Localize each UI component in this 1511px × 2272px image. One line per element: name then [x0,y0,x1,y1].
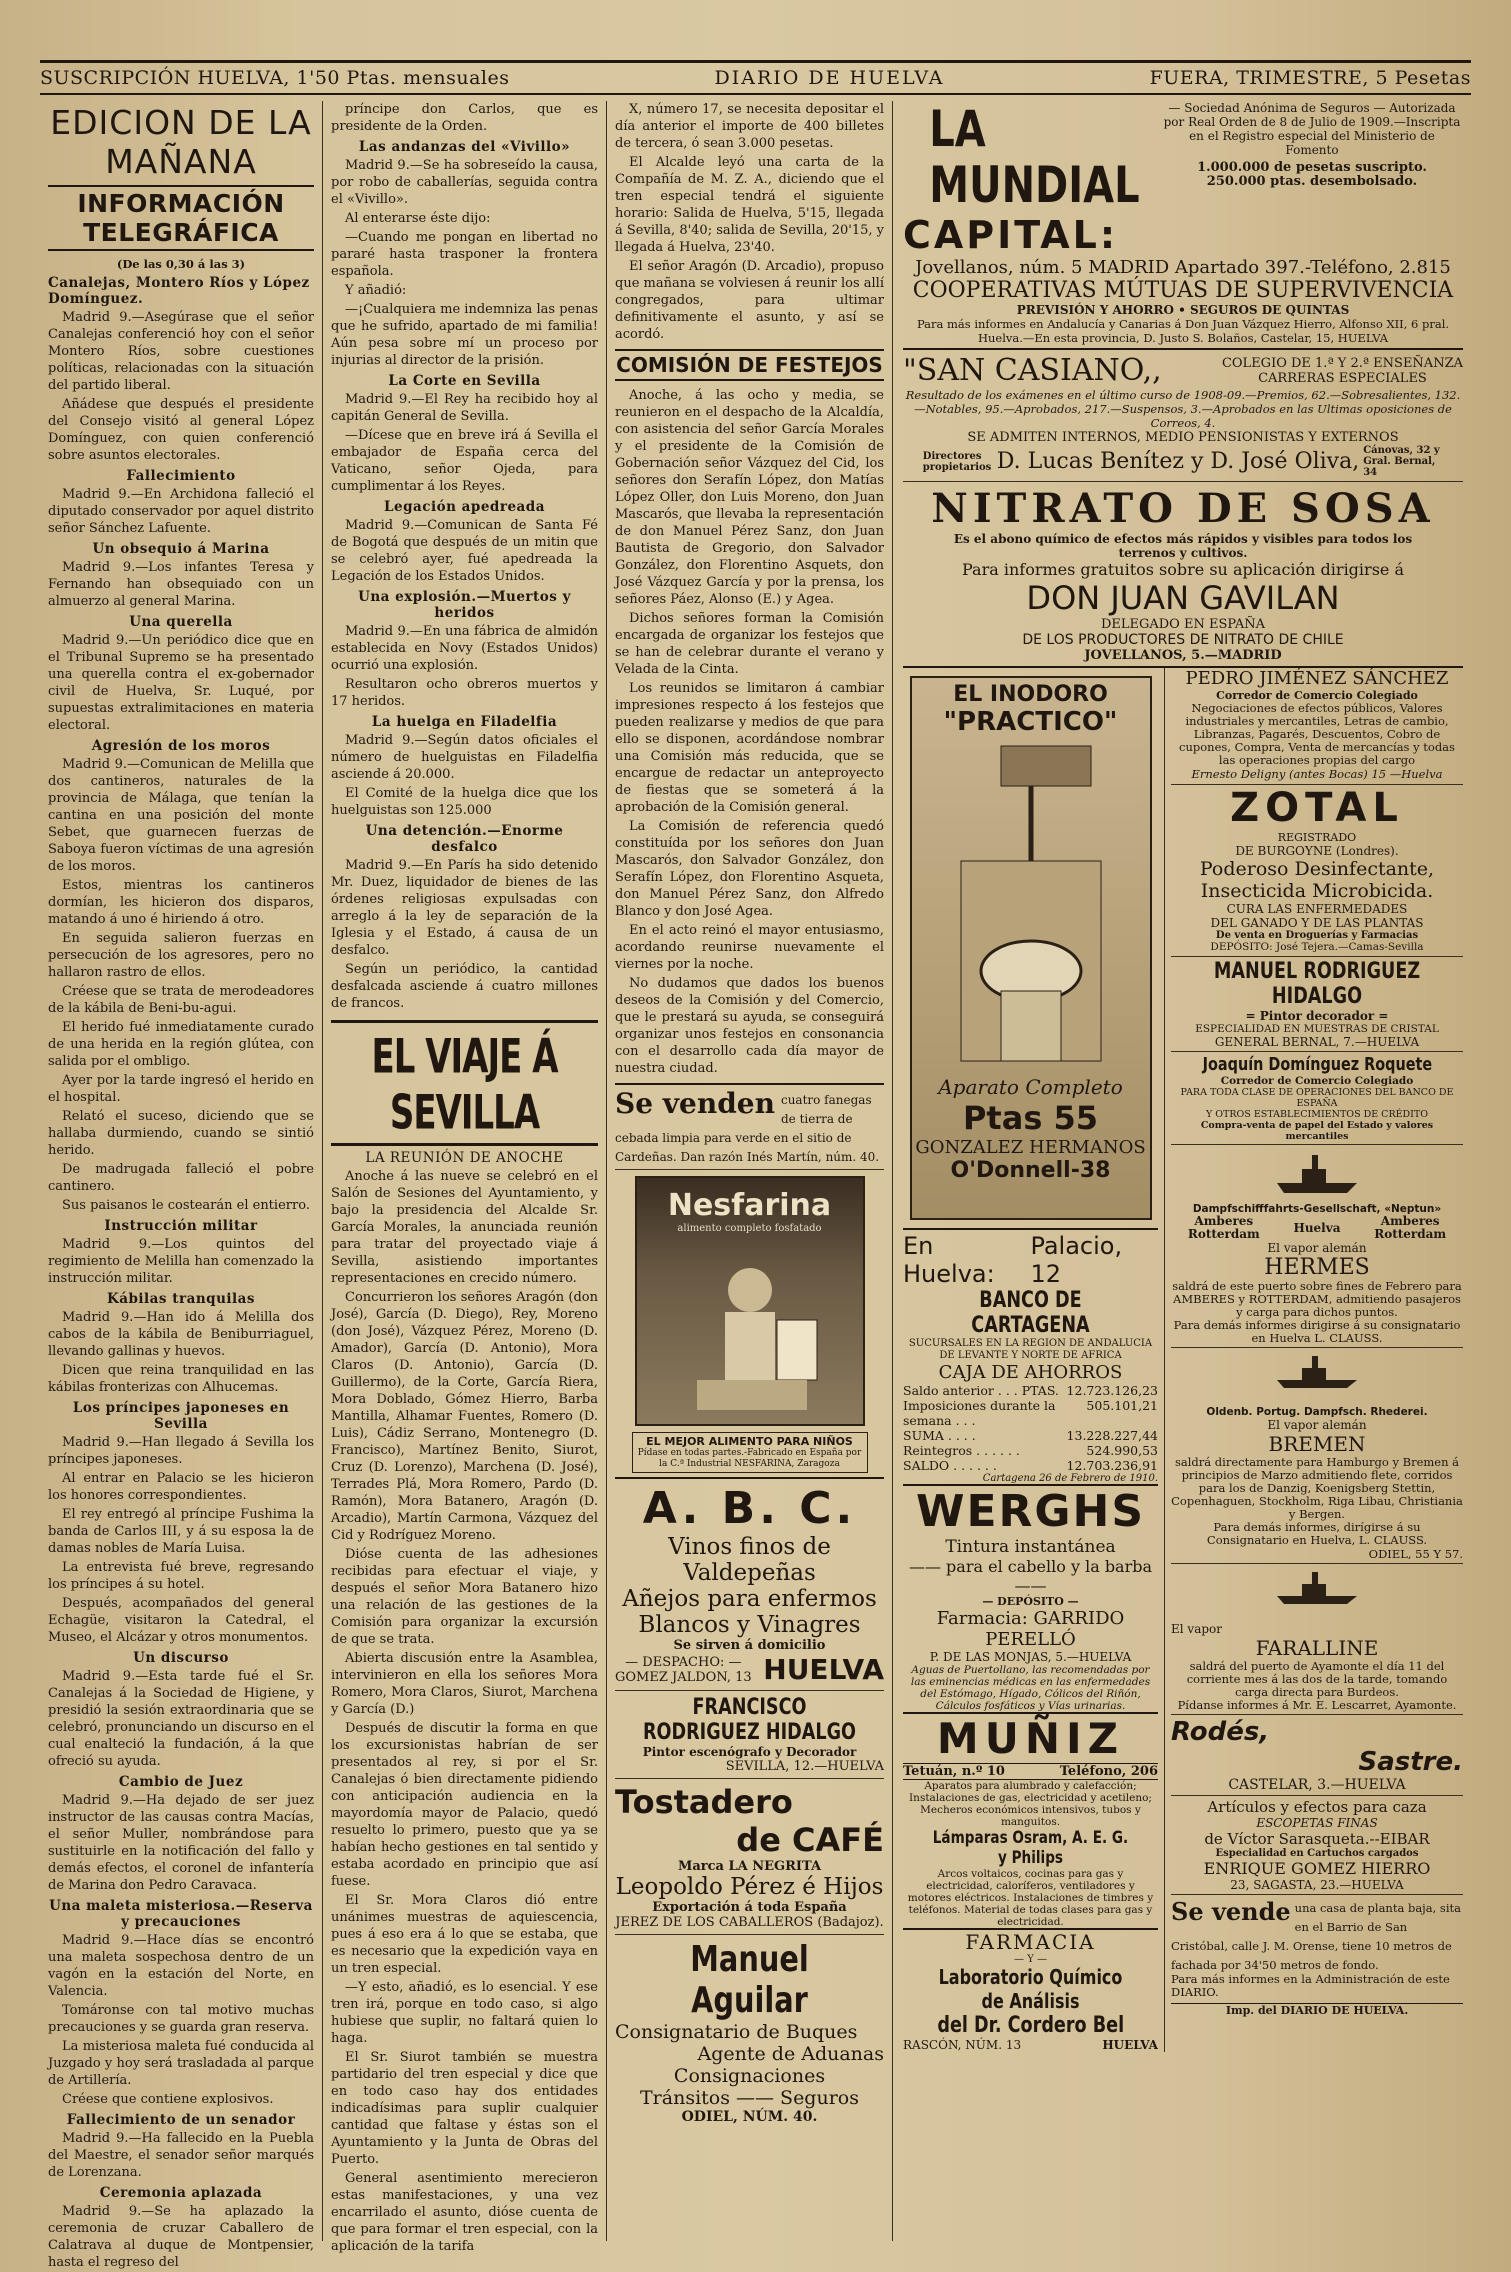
palacio-ad [903,1228,1158,1484]
jimenez-line1: Corredor de Comercio Colegiado [1216,689,1418,702]
caza-line1: ESCOPETAS FINAS [1256,1816,1378,1830]
ads-split [903,668,1463,2052]
oldenb-title: Oldenb. Portug. Dampfsch. Rhederei. [1206,1406,1428,1418]
neptun-route-huelva: Huelva [1293,1220,1341,1235]
palacio-address: Palacio, 12 [1030,1232,1123,1288]
faralline-line1: El vapor [1171,1622,1222,1636]
article-paragraph: No dudamos que dados los buenos deseos de la Comisión y del Comercio, que le prestará su ayuda, se conseguirá organizar unos festejos en consonancia con el desarrollo cada día mayor de nuestra ciudad. [615,976,884,1076]
inodoro-price: Ptas 55 [962,1099,1099,1137]
article-paragraph: Los reunidos se limitaron á cambiar impresiones respecto á los festejos que pueden realizarse y medios de que para ello se disponen, acordándose nombrar una Comisión más reducida, que se encargue de redactar un anteproyecto de fiestas que se someterá á la aprobación de la Comisión general. [615,681,884,815]
article-paragraph: Ayer por la tarde ingresó el herido en el hospital. [48,1073,314,1105]
article-paragraph: Madrid 9.—Los infantes Teresa y Fernando han obsequiado con un almuerzo al general Marina. [48,560,314,609]
mrh-line2: ESPECIALIDAD EN MUESTRAS DE CRISTAL [1195,1023,1439,1035]
caza-line5: 23, SAGASTA, 23.—HUELVA [1230,1878,1404,1892]
caza-line2: de Víctor Sarasqueta.--EIBAR [1204,1830,1430,1848]
article-headline: Agresión de los moros [91,738,271,754]
zotal-line7: De venta en Droguerías y Farmacias [1215,930,1419,941]
article-headline: Un obsequio á Marina [92,541,270,557]
zotal-line5: CURA LAS ENFERMEDADES [1226,902,1408,916]
ship-icon [1272,1570,1362,1614]
joaquin-line4: Compra-venta de papel del Estado y valores mercantiles [1200,1120,1434,1142]
se-venden-text: cuatro fanegas de tierra de cebada limpia para verde en el sitio de Cardeñas. Dan razón Inés Martín, núm. 40. [615,1093,880,1164]
casiano-results: Resultado de los exámenes en el último curso de 1908-09.—Premios, 62.—Sobresalientes, 132.—Notables, 95.—Aprobados, 217.—Suspensos, 3.—Aprobados en las Ultimas oposiciones de Correos, 4. [905,388,1461,430]
article-paragraph: Madrid 9.—Comunican de Melilla que dos cantineros, naturales de la provincia de Málaga, que tenían la cantina en una posición del monte Sebet, que guarnecen fuerzas de Saboya fueron víctimas de una agresión de los moros. [48,757,314,874]
abc-title: A. B. C. [642,1483,857,1534]
article-headline: Kábilas tranquilas [107,1291,255,1307]
article-headline: Cambio de Juez [118,1774,244,1790]
se-vende-ad [1171,1895,1463,2001]
article-headline: Fallecimiento [126,468,236,484]
bank-row-label: Saldo anterior . . . PTAS. [903,1383,1059,1398]
aguilar-title: Manuel Aguilar [690,1939,809,2021]
muniz-line5: Arcos voltaicos, cocinas para gas y electricidad, caloríferos, ventiladores y motores eléctricos. Instalaciones de timbres y teléfonos. Material de todas clases para gas y electricidad. [907,1868,1154,1928]
article-paragraph: Madrid 9.—Ha fallecido en la Puebla del Maestre, el senador señor marqués de Lorenzana. [48,2131,314,2180]
inodoro-address: O'Donnell-38 [950,1158,1111,1183]
rodes-name: Rodés, [1171,1717,1270,1747]
jimenez-line2: Negociaciones de efectos públicos, Valores industriales y mercantiles, Letras de cambio, Libranzas, Pagarés, Descuentos, Cobro de cupones, Compra, Venta de mercancías y todas las operaciones propias del cargo [1179,701,1455,767]
nesfarina-maker: Pídase en todas partes.-Fabricado en España por la C.ª Industrial NESFARINA, Zaragoza [637,1448,862,1469]
article-paragraph: Dichos señores forman la Comisión encargada de organizar los festejos que se han de celebrar durante el verano y Velada de la Cinta. [615,611,884,677]
mundial-title: LA MUNDIAL [929,100,1140,214]
mundial-address: Jovellanos, núm. 5 MADRID Apartado 397.-Teléfono, 2.815 [915,257,1451,278]
oldenb-ship: BREMEN [1268,1432,1366,1456]
neptun-route-rotterdam-1: Rotterdam [1187,1227,1260,1241]
neptun-line2: saldrá de este puerto sobre fines de Febrero para AMBERES y ROTTERDAM, admitiendo pasajeros y carga para dichos puntos. [1172,1279,1462,1319]
nitrato-line3: DELEGADO EN ESPAÑA [1100,617,1266,632]
zotal-line3: Poderoso Desinfectante, [1199,858,1435,880]
se-vende-title: Se vende [1171,1897,1291,1926]
bank-row [903,1428,1158,1443]
article-headline: Los príncipes japoneses en Sevilla [72,1400,290,1432]
nitrato-title: NITRATO DE SOSA [931,485,1435,532]
article-paragraph: General asentimiento merecieron estas manifestaciones, y una vez encarrilado el asunto, dióse cuenta de que para formar el tren especial, con la aplicación de la tarifa [331,2171,598,2254]
neptun-ad [1171,1145,1463,1348]
article-paragraph: —Y esto, añadió, es lo esencial. Y ese tren irá, porque en todo caso, si algo hubiese que suplir, no faltará quien lo haga. [331,1980,598,2046]
zotal-line6: DEL GANADO Y DE LAS PLANTAS [1210,916,1424,930]
inodoro-title: EL INODORO [953,682,1108,707]
abc-address [615,1653,884,1686]
article-paragraph: Créese que contiene explosivos. [62,2092,274,2107]
inodoro-seller: GONZALEZ HERMANOS [915,1137,1146,1158]
mundial-cooperativas: COOPERATIVAS MÚTUAS DE SUPERVIVENCIA [912,278,1454,303]
edition-title: EDICION DE LA MAÑANA [50,103,312,181]
comision-article [615,387,884,1077]
viaje-article [331,1168,598,2255]
nesfarina-title: Nesfarina [667,1188,832,1223]
farmacia-doctor: del Dr. Cordero Bel [937,2013,1124,2038]
neptun-route-amberes-2: Amberes [1380,1214,1440,1228]
mrh-line1: = Pintor decorador = [1245,1009,1389,1023]
article-paragraph: Concurrieron los señores Aragón (don José), García (D. Diego), Rey, Moreno (don José), Vázquez Pérez, Moreno (D. Amador), García (D. Antonio), Mora Claros (D. Antonio), García (D. Guillermo), de la Corte, García Riera, Mora Doblado, Gómez Hierro, Barba Mantilla, Alhamar Fuentes, Romero (D. Luis), Cádiz Serrano, Montenegro (D. Francisco), Martínez Benito, Siurot, Cruz (D. Lorenzo), Marchena (D. José), Terrades Plá, Mora Romero, Pardo (D. Ramón), Mora Batanero, Aragón (D. Arcadio), Martín Carmona, Vázquez del Cid y Rodríguez Moreno. [331,1290,598,1543]
ads-right [1165,668,1463,2052]
article-paragraph: El señor Aragón (D. Arcadio), propuso que mañana se volviesen á reunir los allí congregados, para ultimar definitivamente el asunto, y así se acordó. [615,259,884,342]
neptun-route-rotterdam-2: Rotterdam [1374,1227,1447,1241]
joaquin-line3: Y OTROS ESTABLECIMIENTOS DE CRÉDITO [1205,1109,1429,1120]
tostadero-subtitle: de CAFÉ [736,1821,884,1859]
farmacia-ad [903,1928,1158,2052]
mundial-capital-1: 1.000.000 de pesetas suscripto. [1197,160,1427,175]
farmacia-title: FARMACIA [965,1930,1096,1954]
article-paragraph: Madrid 9.—Según datos oficiales el número de huelguistas en Filadelfia asciende á 20.000. [331,733,598,782]
joaquin-title: Joaquín Domínguez Roquete [1202,1054,1432,1075]
muniz-title: MUÑIZ [936,1714,1125,1763]
casiano-ad [903,350,1463,482]
aguilar-line4: Tránsitos —— Seguros [640,2087,859,2109]
faralline-line3: Pídanse informes á Mr. E. Lescarret, Ayamonte. [1177,1698,1457,1712]
casiano-colegio: COLEGIO DE 1.ª Y 2.ª ENSEÑANZA [1221,355,1463,371]
article-paragraph: En seguida salieron fuerzas en persecución de los agresores, pero no hallaron rastro de ellos. [48,931,314,980]
abc-despacho: — DESPACHO: — [625,1654,742,1670]
tostadero-export: Exportación á toda España [652,1900,847,1915]
article-paragraph: Madrid 9.—Se ha sobreseído la causa, por robo de caballerías, seguida contra el «Vivillo». [331,158,598,207]
article-headline: Una querella [129,614,233,630]
nitrato-name: DON JUAN GAVILAN [1026,579,1340,617]
muniz-phone: Teléfono, 206 [1059,1764,1158,1779]
article-headline: Las andanzas del «Vivillo» [358,139,571,155]
frh-title: FRANCISCO RODRIGUEZ HIDALGO [642,1695,856,1745]
mrh-line3: GENERAL BERNAL, 7.—HUELVA [1214,1035,1420,1049]
werghs-line5: P. DE LAS MONJAS, 5.—HUELVA [929,1650,1132,1664]
article-paragraph: Madrid 9.—Hace días se encontró una maleta sospechosa dentro de un vagón en la estación del Norte, en Valencia. [48,1933,314,1999]
article-paragraph: Madrid 9.—Los quintos del regimiento de Melilla han comenzado la instrucción militar. [48,1237,314,1286]
aguilar-line5: ODIEL, NÚM. 40. [681,2109,818,2125]
ads-left [903,668,1165,2052]
aguilar-line3: Consignaciones [673,2065,826,2087]
article-paragraph: Madrid 9.—En Archidona falleció el diputado conservador por aquel distrito señor Sánchez Lafuente. [48,487,314,536]
article-paragraph: Y añadió: [345,283,407,298]
muniz-ad [903,1712,1158,1928]
bank-row-label: Reintegros . . . . . . [903,1443,1020,1458]
column-3 [606,101,892,2241]
article-paragraph: El Comité de la huelga dice que los huelguistas son 125.000 [331,786,598,818]
article-paragraph: Madrid 9.—Han llegado á Sevilla los príncipes japoneses. [48,1435,314,1467]
tostadero-city: JEREZ DE LOS CABALLEROS (Badajoz). [615,1915,884,1930]
rodes-sastre: Sastre. [1358,1747,1463,1777]
se-venden-title: Se venden [615,1087,775,1120]
ship-icon [1272,1354,1362,1398]
subscription-outside: FUERA, TRIMESTRE, 5 Pesetas [1149,67,1471,89]
joaquin-line2: PARA TODA CLASE DE OPERACIONES DEL BANCO DE ESPAÑA [1180,1087,1454,1109]
neptun-title: Dampfschifffahrts-Gesellschaft, «Neptun» [1192,1203,1442,1215]
article-paragraph: El Alcalde leyó una carta de la Compañía de M. Z. A., diciendo que el tren especial tendrá el siguiente horario: Salida de Huelva, 5'15, llegada á Sevilla, 8'40; salida de Sevilla, 20'15, y llegada á Huelva, 23'40. [615,155,885,255]
oldenb-ad [1171,1348,1463,1564]
bank-row-value: 524.990,53 [1086,1443,1158,1458]
nesfarina-footer [632,1432,868,1473]
article-paragraph: Madrid 9.—Ha dejado de ser juez instructor de las causas contra Macías, el señor Muller, nombrándose para sustituirle en la notificación del fallo y demás efectos, el coronel de infantería de Marina don Pedro Caravaca. [48,1793,314,1893]
nitrato-line2: Para informes gratuitos sobre su aplicación dirigirse á [961,560,1404,579]
tostadero-owner: Leopoldo Pérez é Hijos [615,1874,884,1900]
faralline-ship: FARALLINE [1255,1636,1379,1660]
se-vende-text: una casa de planta baja, sita en el Barrio de San Cristóbal, calle J. M. Orense, tiene 10 metros de fachada por 34'50 metros de fondo. [1171,1901,1461,1972]
article-paragraph: El Sr. Mora Claros dió entre unánimes muestras de aquiescencia, pues á eso era á lo que se estaba, que es necesario que la expedición vaya en un tren especial. [331,1893,598,1976]
imprenta: Imp. del DIARIO DE HUELVA. [1171,2003,1463,2017]
article-paragraph: —¡Cualquiera me indemniza las penas que he sufrido, apartado de mi familia! Aún pesa sobre mí un proceso por injurias al director de la prisión. [331,302,598,368]
casiano-directors-label: Directores propietarios [922,450,992,473]
article-paragraph: —Cuando me pongan en libertad no pararé hasta trasponer la frontera española. [331,230,598,279]
abc-line4: Se sirven á domicilio [673,1638,826,1653]
abc-line1: Vinos finos de Valdepeñas [668,1534,831,1586]
column-2 [322,101,606,2254]
rodes-ad [1171,1715,1463,1796]
jimenez-line3: Ernesto Deligny (antes Bocas) 15 —Huelva [1191,767,1443,781]
article-paragraph: El Sr. Siurot también se muestra partidario del tren especial y dice que en todo caso hay dos entidades indicadísimas para suplir cualquier cantidad que faltase y éstas son el Ayuntamiento y la Junta de Obras del Puerto. [331,2050,598,2167]
nitrato-line4: DE LOS PRODUCTORES DE NITRATO DE CHILE [1022,632,1344,648]
bank-row-label: Imposiciones durante la semana . . . [903,1398,1056,1428]
article-paragraph: Resultaron ocho obreros muertos y 17 heridos. [331,677,598,709]
neptun-line1: El vapor alemán [1267,1241,1367,1255]
article-paragraph: —Dícese que en breve irá á Sevilla el embajador de España cerca del Vaticano, señor Ojeda, para cumplimentar á los Reyes. [331,428,598,494]
zotal-ad [1171,785,1463,957]
masthead [40,63,1471,95]
casiano-directors-address: Cánovas, 32 y Gral. Bernal, 34 [1363,445,1440,478]
mundial-capital-2: 250.000 ptas. desembolsado. [1206,174,1418,189]
section-title: INFORMACIÓN TELEGRÁFICA [48,185,314,251]
column-1 [40,101,322,2270]
bank-caja: CAJA DE AHORROS [938,1362,1123,1383]
palacio-city: En Huelva: [903,1232,995,1288]
divider [331,1020,598,1023]
joaquin-line1: Corredor de Comercio Colegiado [1220,1075,1414,1087]
abc-city: HUELVA [763,1653,884,1686]
werghs-line2: —— para el cabello y la barba —— [908,1557,1153,1595]
aguilar-line2: Agente de Aduanas [697,2043,884,2065]
zotal-title: ZOTAL [1230,785,1404,831]
nitrato-ad [903,482,1463,668]
article-paragraph: Madrid 9.—Comunican de Santa Fé de Bogotá que después de un mitin que se celebró ayer, fué apedreada la Legación de los Estados Unidos. [331,518,598,584]
viaje-subtitle: LA REUNIÓN DE ANOCHE [365,1150,564,1166]
lead-headline: Canalejas, Montero Ríos y López Domínguez. [48,275,310,307]
joaquin-ad [1171,1052,1463,1145]
column-4-ads [892,101,1471,2241]
oldenb-line3: Para demás informes, dirígirse á su Consignatario en Huelva, L. CLAUSS. [1206,1520,1428,1547]
faralline-ad [1171,1564,1463,1715]
article-paragraph: Según un periódico, la cantidad desfalcada asciende á cuatro millones de francos. [331,962,598,1011]
dispatch-hours: (De las 0,30 á las 3) [116,257,246,271]
bank-title: BANCO DE CARTAGENA [971,1288,1090,1338]
article-paragraph: Al enterarse éste dijo: [345,211,491,226]
article-paragraph: Relató el suceso, diciendo que se hallaba durmiendo, cuando se sintió herido. [48,1109,314,1158]
article-paragraph: Madrid 9.—Se ha aplazado la ceremonia de cruzar Caballero de Calatrava al duque de Montpensier, hasta el regreso del [48,2204,314,2270]
article-paragraph: De madrugada falleció el pobre cantinero. [48,1162,314,1194]
bank-row-value: 13.228.227,44 [1066,1428,1158,1443]
abc-line3: Blancos y Vinagres [638,1612,861,1638]
article-paragraph: La Comisión de referencia quedó constituída por los señores don Juan Mascarós, don Salvador González, don Serafín López, don Florentino Asqueta, don Manuel Pérez Sanz, don Alfredo Blanco y don José Agea. [615,819,884,919]
werghs-line1: Tintura instantánea [945,1537,1116,1557]
article-headline: Fallecimiento de un senador [66,2112,296,2128]
divider [331,1143,598,1146]
comision-title: COMISIÓN DE FESTEJOS [615,349,884,381]
caza-ad [1171,1796,1463,1895]
bank-branches: SUCURSALES EN LA REGION DE ANDALUCIA DE LEVANTE Y NORTE DE AFRICA [908,1338,1153,1361]
article-paragraph: Abierta discusión entre la Asamblea, intervinieron en ella los señores Mora Romero, Mora Claros, Siurot, Marchena y García (D.) [331,1651,598,1717]
casiano-admission: SE ADMITEN INTERNOS, MEDIO PENSIONISTAS Y EXTERNOS [967,430,1399,445]
frh-line2: SEVILLA, 12.—HUELVA [725,1759,884,1774]
werghs-ad [903,1484,1158,1712]
oldenb-line2: saldrá directamente para Hamburgo y Bremen á principios de Marzo admitiendo flete, corridos para los de Danzig, Koenigsberg Stettin, Copenhaguen, Stockholm, Riga Libau, Christiania y Bergen. [1171,1455,1463,1521]
aguilar-ad [615,1935,884,2129]
bank-row [903,1458,1158,1473]
article-paragraph: Madrid 9.—Esta tarde fué el Sr. Canalejas á la Sociedad de Higiene, y presidió la sesión extraordinaria que se celebró, pronunciando un discurso en el cual enalteció la fundación, á la que ofreció su ayuda. [48,1669,314,1769]
article-headline: Una explosión.—Muertos y heridos [358,589,571,621]
subscription-huelva: SUSCRIPCIÓN HUELVA, 1'50 Ptas. mensuales [40,67,510,89]
abc-line2: Añejos para enfermos [622,1586,877,1612]
nesfarina-illustration [637,1240,863,1420]
article-paragraph: Al entrar en Palacio se les hicieron los honores correspondientes. [48,1471,314,1503]
nitrato-line1: Es el abono químico de efectos más rápidos y visibles para todos los terrenos y cultivos. [953,532,1413,560]
oldenb-line1: El vapor alemán [1267,1418,1367,1432]
bank-row-value: 12.723.126,23 [1066,1383,1158,1398]
mundial-info: Para más informes en Andalucía y Canarias á Don Juan Vázquez Hierro, Alfonso XII, 6 pral. Huelva.—En esta provincia, D. Justo S. Bolaños, Castelar, 15, HUELVA [903,317,1463,350]
nesfarina-slogan: EL MEJOR ALIMENTO PARA NIÑOS [646,1435,853,1448]
bank-row-value: 505.101,21 [1086,1398,1158,1413]
bank-row [903,1443,1158,1458]
oldenb-line4: ODIEL, 55 Y 57. [1368,1547,1463,1561]
article-paragraph: Añádese que después el presidente del Consejo visitó al general López Domínguez, con quien conferenció sobre asuntos electorales. [48,397,314,463]
muniz-line3: Aparatos para alumbrado y calefacción; Instalaciones de gas, electricidad y acetileno; Mecheros económicos intensivos, tubos y manguitos. [909,1780,1152,1828]
bank-row [903,1398,1158,1428]
jimenez-ad [1171,668,1463,785]
article-paragraph: Estos, mientras los cantineros dormían, les hicieron dos disparos, matando á uno é hiriendo á otro. [48,878,314,927]
casiano-directors-names: D. Lucas Benítez y D. José Oliva, [996,449,1360,474]
toilet-illustration [931,741,1131,1071]
tostadero-brand: Marca LA NEGRITA [677,1859,822,1874]
casiano-directors [903,445,1463,478]
article-paragraph: La misteriosa maleta fué conducida al Juzgado y hoy será trasladada al parque de Artillería. [48,2039,314,2088]
nitrato-line5: JOVELLANOS, 5.—MADRID [1084,648,1282,663]
article-paragraph: Madrid 9.—El Rey ha recibido hoy al capitán General de Sevilla. [331,392,598,424]
frh-ad [615,1691,884,1779]
inodoro-complete: Aparato Completo [938,1075,1123,1099]
rodes-address: CASTELAR, 3.—HUELVA [1228,1777,1406,1793]
article-paragraph: Anoche á las nueve se celebró en el Salón de Sesiones del Ayuntamiento, y bajo la presidencia del Alcalde Sr. García Morales, la anunciada reunión para tratar del proyectado viaje á Sevilla, asistiendo importantes representaciones en crecido número. [331,1169,598,1286]
frh-line1: Pintor escenógrafo y Decorador [642,1745,857,1759]
article-paragraph: El rey entregó al príncipe Fushima la banda de Carlos III, y á su esposa la de damas nobles de María Luisa. [48,1507,314,1556]
article-headline: La Corte en Sevilla [388,373,541,389]
article-paragraph: Sus paisanos le costearán el entierro. [62,1198,310,1213]
article-paragraph: La entrevista fué breve, regresando los príncipes á su hotel. [48,1560,314,1592]
abc-street: GOMEZ JALDON, 13 [615,1669,752,1685]
col2-articles [331,101,598,1012]
farmacia-lab: Laboratorio Químico de Análisis [938,1965,1123,2013]
werghs-line4: Farmacia: GARRIDO PERELLÓ [936,1608,1125,1650]
article-paragraph: El herido fué inmediatamente curado de una herida en la región glútea, con salida por el ombligo. [48,1020,314,1069]
neptun-line3: Para demás informes dirigirse á su consignatario en Huelva L. CLAUSS. [1173,1318,1461,1345]
faralline-line2: saldrá del puerto de Ayamonte el día 11 del corriente mes á las dos de la tarde, tomando carga directa para Burdeos. [1186,1659,1448,1699]
bank-row-value: 12.703.236,91 [1066,1458,1158,1473]
mundial-capital-label: CAPITAL: [903,213,1119,257]
article-paragraph: Después, acompañados del general Echagüe, visitaron la Catedral, el Museo, el Alcázar y otros monumentos. [48,1596,314,1645]
zotal-maker: DE BURGOYNE (Londres). [1235,844,1399,858]
farmacia-y: — Y — [1014,1954,1047,1965]
bank-balance-table [903,1383,1158,1473]
abc-ad [615,1477,884,1691]
casiano-carreras: CARRERAS ESPECIALES [1258,370,1427,386]
farmacia-city: HUELVA [1102,2038,1158,2052]
article-headline: Un discurso [133,1650,229,1666]
article-paragraph: Madrid 9.—Un periódico dice que en el Tribunal Supremo se ha presentado una querella contra el ex-gobernador civil de Huelva, Sr. Luqué, por supuestas extralimitaciones en materia electoral. [48,633,314,733]
werghs-line3: — DEPÓSITO — [982,1595,1079,1608]
se-vende-text2: Para más informes en la Administración de este DIARIO. [1171,1972,1450,1999]
ship-icon [1272,1151,1362,1195]
article-paragraph: Créese que se trata de merodeadores de la kábila de Beni-bu-agui. [48,984,314,1016]
zotal-line4: Insecticida Microbicida. [1200,880,1434,902]
article-paragraph: príncipe don Carlos, que es presidente de la Orden. [331,102,598,134]
neptun-ship: HERMES [1264,1255,1370,1280]
newspaper-title: DIARIO DE HUELVA [714,67,945,89]
article-paragraph: Madrid 9.—Han ido á Melilla dos cabos de la kábila de Beniburriaguel, llevando gallinas y huevos. [48,1310,314,1359]
article-paragraph: Madrid 9.—Asegúrase que el señor Canalejas conferenció hoy con el señor Montero Ríos, sobre cuestiones políticas, relacionadas con la situación del partido liberal. [48,310,314,393]
werghs-line6: Aguas de Puertollano, las recomendadas por las eminencias médicas en las enfermedades del Estómago, Hígado, Cólicos del Riñón, Cálculos fosfáticos y Vías urinarias. [910,1664,1151,1712]
muniz-address: Tetuán, n.º 10 [903,1764,1005,1779]
nesfarina-tag: alimento completo fosfatado [677,1223,822,1234]
casiano-title: "SAN CASIANO,, [903,353,1162,388]
article-headline: Legación apedreada [384,499,545,515]
tostadero-title: Tostadero [615,1783,793,1821]
col1-articles [48,309,314,2271]
article-paragraph: Madrid 9.—En una fábrica de almidón establecida en Novy (Estados Unidos) ocurrió una explosión. [331,624,598,673]
bank-row [903,1383,1158,1398]
aguilar-line1: Consignatario de Buques [615,2021,858,2043]
mundial-description: — Sociedad Anónima de Seguros — Autorizada por Real Orden de 8 de Julio de 1909.—Inscripta en el Registro especial del Ministerio de Fomento [1163,101,1461,157]
article-paragraph: Dicen que reina tranquilidad en las kábilas fronterizas con Alhucemas. [48,1363,314,1395]
caza-title: Artículos y efectos para caza [1207,1798,1427,1816]
article-paragraph: X, número 17, se necesita depositar el día anterior el importe de 400 billetes de tercera, ó sean 3.000 pesetas. [615,102,884,151]
neptun-route-amberes-1: Amberes [1194,1214,1254,1228]
farmacia-address: RASCÓN, NÚM. 13 [903,2038,1022,2052]
article-headline: Ceremonia aplazada [99,2185,263,2201]
article-headline: Instrucción militar [104,1218,258,1234]
article-paragraph: Tomáronse con tal motivo muchas precauciones y se guarda gran reserva. [48,2003,314,2035]
inodoro-subtitle: "PRACTICO" [943,707,1118,737]
zotal-registered: REGISTRADO [1277,831,1357,844]
article-paragraph: Anoche, á las ocho y media, se reunieron en el despacho de la Alcaldía, con asistencia del señor García Morales y el presidente de la Comisión de Gobernación señor Vázquez del Cid, los señores don Serafín López, don Matías López Oller, don Luis Moreno, don Juan Mascarós, que llevaba la representación de don Manuel Pérez Sanz, don Juan Bautista de Gregorio, don Salvador González, don Florentino Asquets, don José Vázquez García y por la prensa, los señores Páez, Alonso (E.) y Agea. [615,388,884,607]
se-venden-ad [615,1083,884,1170]
tostadero-ad [615,1779,884,1935]
article-paragraph: Dióse cuenta de las adhesiones recibidas para efectuar el viaje, y después el señor Mora Batanero hizo una relación de las gestiones de la Comisión para organizar la excursión de que se trata. [331,1547,598,1647]
werghs-title: WERGHS [915,1486,1146,1537]
bank-date: Cartagena 26 de Febrero de 1910. [982,1473,1158,1484]
bank-row-label: SUMA . . . . [903,1428,976,1443]
nesfarina-ad-image [635,1176,865,1426]
mrh-ad [1171,957,1463,1052]
bank-row-label: SALDO . . . . . . [903,1458,997,1473]
caza-line3: Especialidad en Cartuchos cargados [1215,1848,1419,1859]
zotal-depot: DEPÓSITO: José Tejera.—Camas-Sevilla [1210,941,1424,953]
viaje-title: EL VIAJE Á SEVILLA [371,1029,558,1141]
article-headline: Una detención.—Enorme desfalco [365,823,564,855]
article-paragraph: Después de discutir la forma en que los excursionistas habrían de ser presentados al rey, si por el Sr. Canalejas ó bien directamente pidiendo con anticipación audiencia en la mayordomía mayor de Palacio, quedó resuelto lo primero, puesto que ya se habían hecho gestiones en tal sentido y estaba acordado en principio que así fuese. [331,1721,598,1889]
jimenez-title: PEDRO JIMÉNEZ SÁNCHEZ [1185,668,1449,689]
inodoro-ad [910,676,1152,1220]
col3-continuation [615,101,884,343]
muniz-lamps: Lámparas Osram, A. E. G. y Philips [932,1828,1129,1868]
caza-line4: ENRIQUE GOMEZ HIERRO [1203,1859,1431,1878]
mundial-prevision: PREVISIÓN Y AHORRO • SEGUROS DE QUINTAS [1016,303,1350,317]
article-paragraph: Madrid 9.—En París ha sido detenido Mr. Duez, liquidador de bienes de las órdenes religiosas expulsadas con arreglo á la ley de separación de la Iglesia y el Estado, á causa de un desfalco. [331,858,598,958]
article-headline: Una maleta misteriosa.—Reserva y precauciones [49,1898,313,1930]
mundial-ad [903,101,1463,257]
article-headline: La huelga en Filadelfia [371,714,558,730]
article-paragraph: En el acto reinó el mayor entusiasmo, acordando reunirse nuevamente el viernes por la noche. [615,923,884,972]
mrh-title: MANUEL RODRIGUEZ HIDALGO [1213,959,1421,1009]
